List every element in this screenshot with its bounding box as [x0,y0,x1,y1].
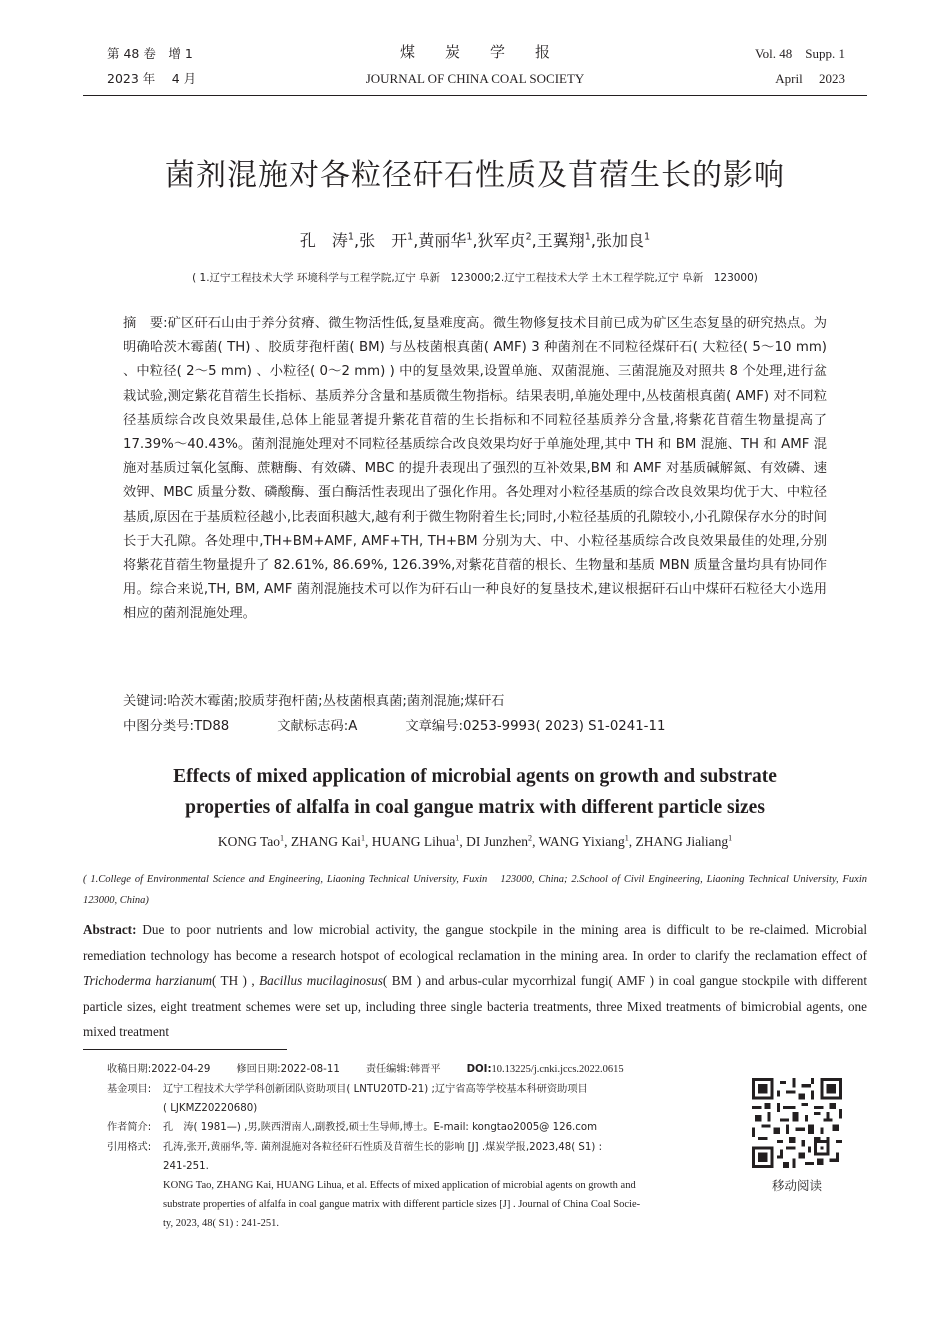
abstract-en [83,917,867,1045]
abstract-en-text: Due to poor nutrients and low microbial activity, the gangue stockpile in the mining area is difficult to be re-claimed. Microbial remediation technology has become a research hotspot of ecological reclamation in the mining area. In order to clarify the reclamation effect of [83,922,867,963]
cite-cn: 241-251. [163,1161,209,1172]
author-name-en: ZHANG Kai [290,834,361,849]
editor-name: 韩晋平 [410,1064,441,1075]
author-name-en: DI Junzhen [466,834,529,849]
journal-name-cn: 煤 炭 学 报 [399,43,550,61]
author-name: 张 开 [359,231,408,250]
author-name: 孔 涛 [299,231,348,250]
received-label: 收稿日期: [107,1064,152,1075]
fund-label: 基金项目: [107,1084,152,1095]
header-rule [83,95,867,96]
journal-date-cn: 2023 年 4 月 [107,71,197,86]
species-name: Bacillus mucilaginosus [259,973,383,989]
author-affiliation-mark: 1 [407,231,414,243]
journal-volume: 第 48 卷 增 1 [107,46,193,61]
doc-code-value: A [348,719,358,734]
clc-value: TD88 [193,719,230,734]
author-name: 黄丽华 [418,231,467,250]
footnote-citation [107,1138,732,1233]
abstract-cn [123,312,827,627]
paper-title-cn: 菌剂混施对各粒径矸石性质及苜蓿生长的影响 [165,158,785,193]
author-affiliation-mark: 1 [360,833,365,843]
author-bio-text: 孔 涛( 1981—) ,男,陕西渭南人,副教授,硕士生导师,博士。E-mail: kongtao2005@ 126.com [163,1122,598,1133]
abstract-en-text: ( TH ) , [211,973,260,989]
footnote-dates [107,1060,732,1079]
doi-label: DOI: [466,1064,492,1075]
keywords-cn [123,692,827,712]
journal-volume-en: Vol. 48 Supp. 1 [754,46,845,61]
article-no-label: 文章编号: [405,719,463,734]
author-name-en: KONG Tao [217,834,281,849]
author-affiliation-mark: 1 [584,231,591,243]
clc-label: 中图分类号: [123,719,194,734]
journal-date-en: April 2023 [775,71,845,86]
author-bio-label: 作者简介: [107,1122,152,1133]
editor-label: 责任编辑: [365,1064,410,1075]
paper-title-en-line: Effects of mixed application of microbial agents on growth and substrate [173,766,777,787]
abstract-cn-text: 矿区矸石山由于养分贫瘠、微生物活性低,复垦难度高。微生物修复技术目前已成为矿区生态复垦的研究热点。为明确哈茨木霉菌( TH) 、胶质芽孢杆菌( BM) 与丛枝菌根真菌( AMF) 3 种菌剂在不同粒径煤矸石( 大粒径( 5～10 mm) 、中粒径( 2～5 mm) 、小粒径( 0～2 mm) ) 中的复垦效果,设置单施、双菌混施、三菌混施及对照共 8 个处理,进行盆栽试验,测定紫花苜蓿生长指标、基质养分含量和基质微生物指标。结果表明,单施处理中,丛枝菌根真菌( AMF) 对不同粒径基质综合改良效果最佳,总体上能显著提升紫花苜蓿的生长指标和不同粒径基质养分含量,将紫花苜蓿生物量提高了 17.39%～40.43%。菌剂混施处理对不同粒径基质综合改良效果均好于单施处理,其中 TH 和 BM 混施、TH 和 AMF 混施对基质过氧化氢酶、蔗糖酶、有效磷、MBC 的提升表现出了强烈的互补效果,BM 和 AMF 对基质碱解氮、有效磷、速效钾、MBC 质量分数、磷酸酶、蛋白酶活性表现出了强化作用。各处理对小粒径基质的综合改良效果均优于大、中粒径基质,原因在于基质粒径越小,比表面积越大,越有利于微生物附着生长;同时,小粒径基质的孔隙较小,小孔隙保存水分的时间长于大孔隙。各处理中,TH+BM+AMF, AMF+TH, TH+BM 分别为大、中、小粒径基质综合改良效果最佳的处理,分别将紫花苜蓿生物量提升了 82.61%, 86.69%, 126.39%,对紫花苜蓿的根长、生物量和基质 MBN 质量含量均具有协同作用。综合来说,TH, BM, AMF 菌剂混施技术可以作为矸石山一种良好的复垦技术,建议根据矸石山中煤矸石粒径大小选用相应的菌剂混施处理。 [123,316,827,622]
footnote-author [107,1118,732,1137]
species-name: Trichoderma harzianum [83,973,212,989]
abstract-en-text: ( BM ) and arbus-cular mycorrhizal fungi( AMF ) in coal gangue stockpile with different particle sizes, eight treatment schemes were set up, including three single bacteria treatments, three Mixed treatments of bimicrobial agents, one mixed treatment [83,973,868,1040]
author-affiliation-mark: 1 [644,231,651,243]
keywords-cn-label: 关键词: [123,694,168,709]
keywords-cn-text: 哈茨木霉菌;胶质芽孢杆菌;丛枝菌根真菌;菌剂混施;煤矸石 [167,694,505,709]
cite-cn: 孔涛,张开,黄丽华,等. 菌剂混施对各粒径矸石性质及苜蓿生长的影响 [J] .煤炭学报,2023,48( S1) : [163,1142,603,1153]
cite-label: 引用格式: [107,1142,152,1153]
footnote-funding [107,1080,732,1118]
author-affiliation-mark: 2 [528,833,533,843]
author-affiliation-mark: 1 [624,833,629,843]
author-affiliation-mark: 1 [466,231,473,243]
doi-value: 10.13225/j.cnki.jccs.2022.0615 [491,1064,624,1075]
received-date: 2022-04-29 [151,1064,211,1075]
cite-en: ty, 2023, 48( S1) : 241-251. [163,1218,279,1229]
qr-code-icon[interactable] [752,1078,842,1168]
author-name: 张加良 [595,231,644,250]
article-no-value: 0253-9993( 2023) S1-0241-11 [463,719,666,734]
classification-line [123,717,827,737]
affiliation-en: ( 1.College of Environmental Science and Engineering, Liaoning Technical University, Fuxin 123000, China; 2.School of Civil Engineering, Liaoning Technical University, Fuxin 123000, China) [83,874,878,906]
cite-en: KONG Tao, ZHANG Kai, HUANG Lihua, et al. Effects of mixed application of microbial agents on growth and [163,1180,636,1191]
revised-date: 2022-08-11 [280,1064,340,1075]
footnote-rule [83,1049,287,1050]
author-affiliation-mark: 1 [455,833,460,843]
author-affiliation-mark: 1 [280,833,285,843]
author-name-en: WANG Yixiang [538,834,625,849]
authors-cn: 孔 涛$^1$,张 开$^1$,黄丽华$^1$,狄军贞$^2$,王翼翔$^1$,张加良$^1$ [299,231,651,250]
revised-label: 修回日期: [236,1064,281,1075]
paper-title-en-line: properties of alfalfa in coal gangue matrix with different particle sizes [185,797,765,818]
qr-label: 移动阅读 [771,1178,822,1193]
cite-en: substrate properties of alfalfa in coal gangue matrix with different particle sizes [J] . Journal of China Coal Socie- [163,1199,641,1210]
paper-title-en [0,761,950,823]
author-name: 王翼翔 [536,231,585,250]
fund-text: 辽宁工程技术大学学科创新团队资助项目( LNTU20TD-21) ;辽宁省高等学校基本科研资助项目 [163,1084,588,1095]
abstract-en-label: Abstract: [83,922,137,937]
journal-name-en: JOURNAL OF CHINA COAL SOCIETY [365,71,585,86]
doc-code-label: 文献标志码: [277,719,349,734]
authors-en: KONG Tao$^1$, ZHANG Kai$^1$, HUANG Lihua$^1$, DI Junzhen$^2$, WANG Yixiang$^1$, ZHANG Jialiang$^1$ [217,833,733,849]
author-affiliation-mark: 1 [347,231,355,243]
author-name-en: HUANG Lihua [371,834,456,849]
fund-text: ( LJKMZ20220680) [163,1103,258,1114]
author-affiliation-mark: 2 [525,231,532,243]
affiliation-cn: ( 1.辽宁工程技术大学 环境科学与工程学院,辽宁 阜新 123000;2.辽宁工程技术大学 土木工程学院,辽宁 阜新 123000) [192,272,758,284]
author-name: 狄军贞 [477,231,526,250]
abstract-cn-label: 摘 要: [123,316,168,331]
author-name-en: ZHANG Jialiang [635,834,729,849]
author-affiliation-mark: 1 [728,833,733,843]
